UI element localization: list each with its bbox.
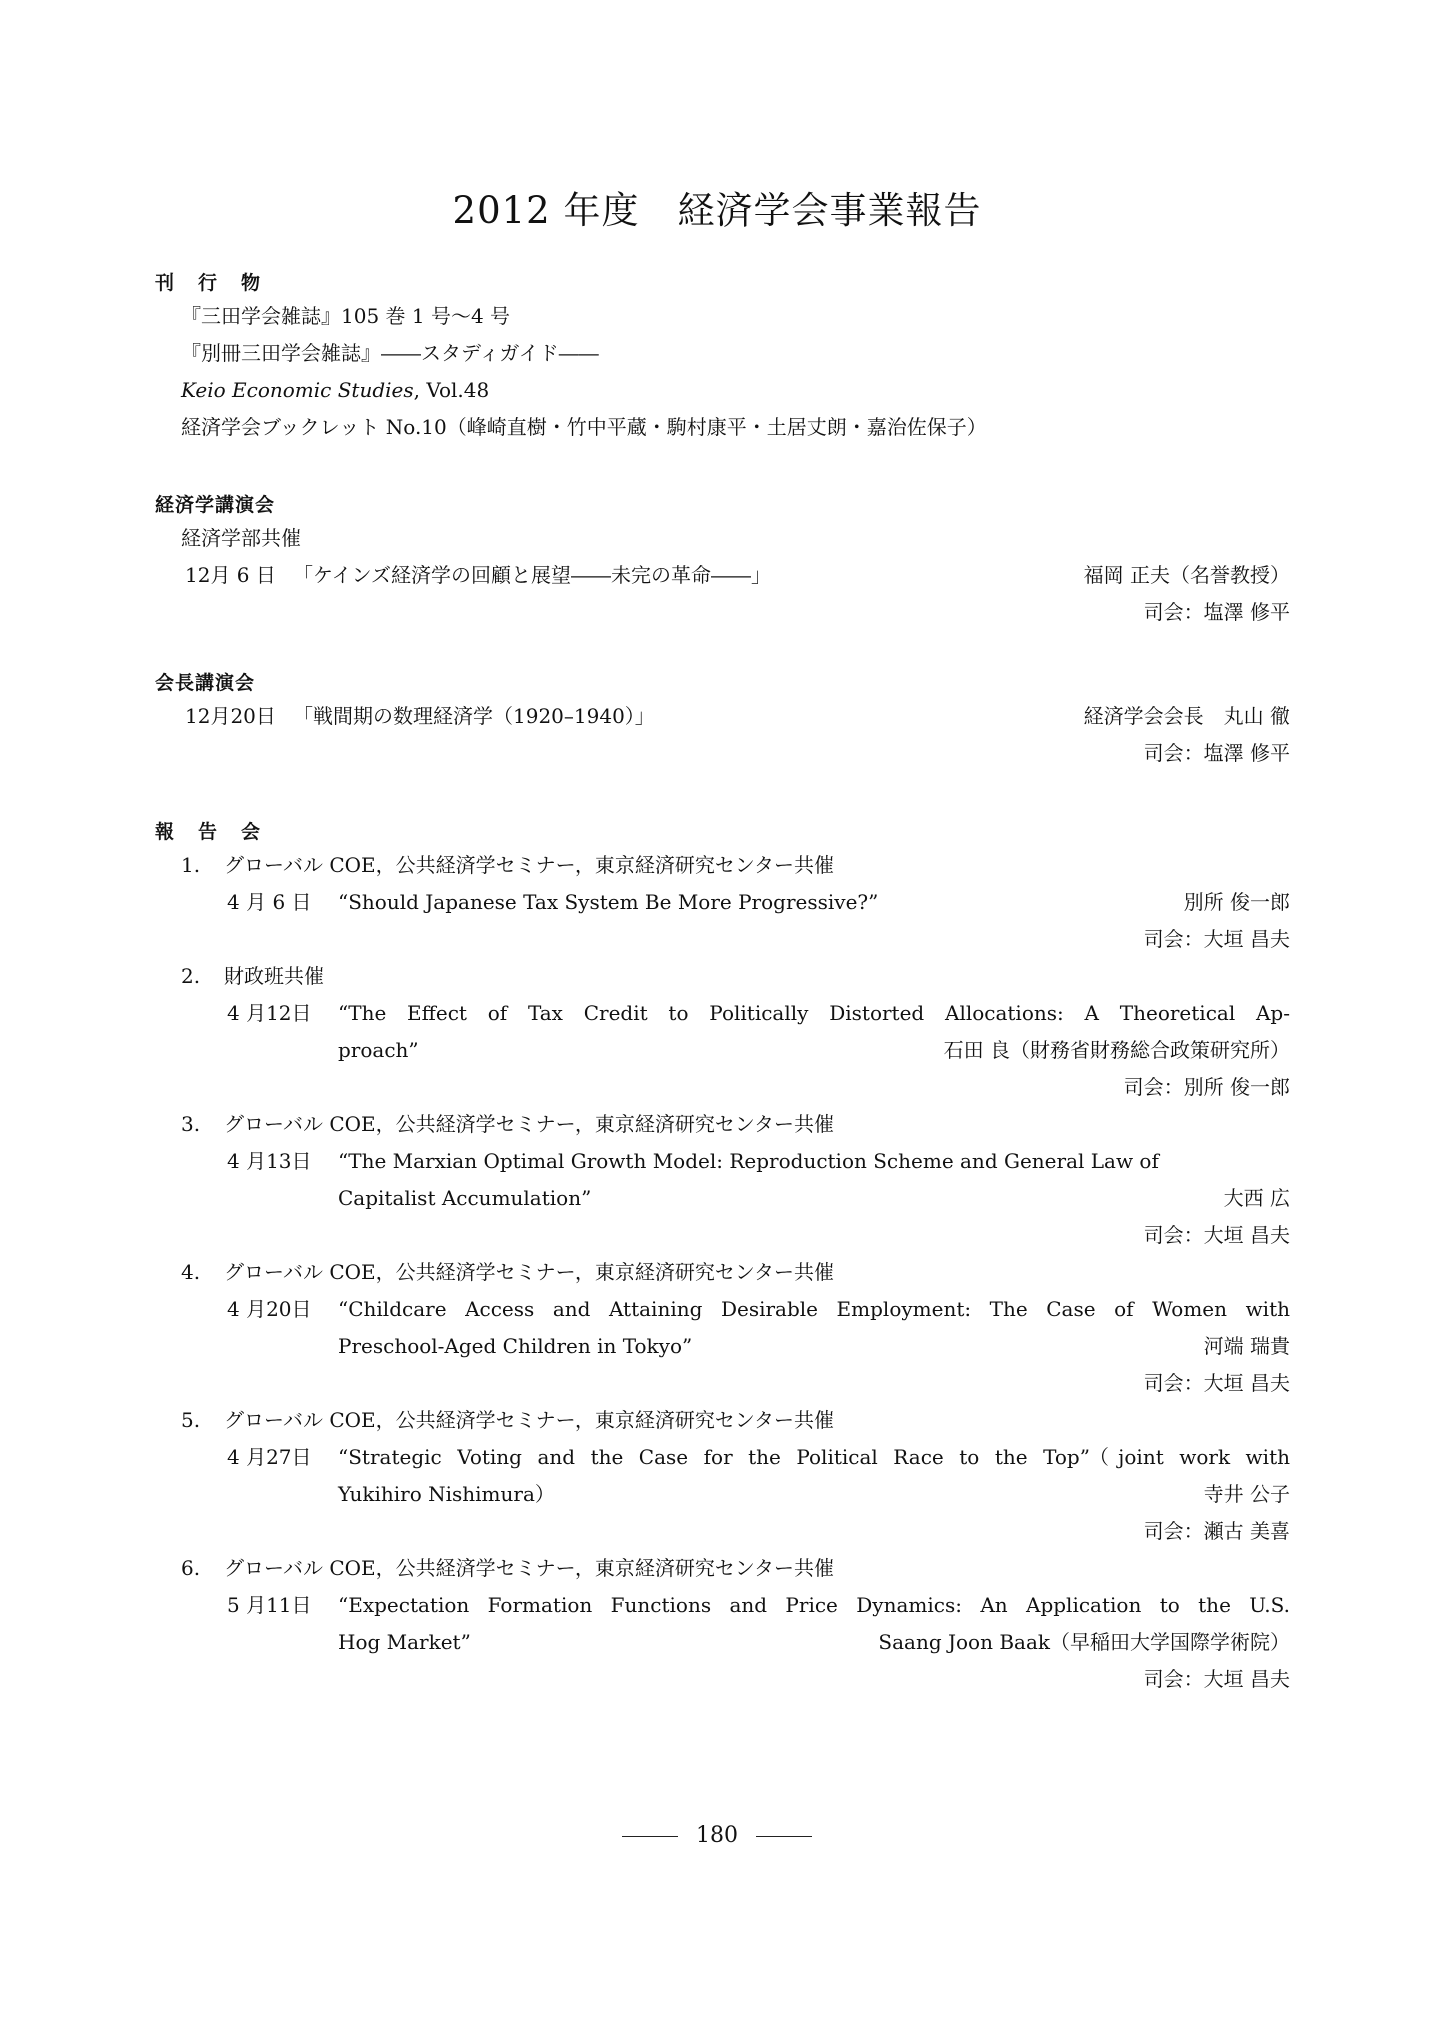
publication-item: 『三田学会雑誌』105 巻 1 号〜4 号 bbox=[181, 304, 511, 328]
report-organizer: グローバル COE，公共経済学セミナー，東京経済研究センター共催 bbox=[224, 1408, 835, 1432]
section-heading: 経済学講演会 bbox=[155, 494, 276, 516]
report-title: “Childcare Access and Attaining Desirable Employment: The Case of Women with bbox=[338, 1297, 1290, 1321]
footer-rule-right bbox=[756, 1836, 812, 1837]
lecture-speaker: 福岡 正夫（名誉教授） bbox=[1083, 563, 1290, 587]
report-moderator: 司会：大垣 昌夫 bbox=[1143, 1371, 1290, 1395]
report-organizer: グローバル COE，公共経済学セミナー，東京経済研究センター共催 bbox=[224, 1556, 835, 1580]
report-date: 4 月20日 bbox=[227, 1297, 312, 1321]
report-number: 1. bbox=[181, 853, 201, 877]
report-title-cont: proach” bbox=[338, 1038, 419, 1062]
report-title: “Should Japanese Tax System Be More Progressive?” bbox=[338, 890, 879, 914]
lecture-entry bbox=[155, 557, 1290, 594]
report-moderator: 司会：大垣 昌夫 bbox=[1143, 1667, 1290, 1691]
lecture-speaker: 経済学会会長 丸山 徹 bbox=[1083, 704, 1290, 728]
report-moderator: 司会：瀬古 美喜 bbox=[1143, 1519, 1290, 1543]
lecture-entry bbox=[155, 698, 1290, 735]
report-title-cont: Yukihiro Nishimura） bbox=[338, 1482, 555, 1506]
lecture-date: 12月20日 bbox=[185, 704, 276, 728]
section-heading: 会長講演会 bbox=[155, 672, 256, 694]
report-item bbox=[155, 847, 1290, 958]
report-date: 4 月13日 bbox=[227, 1149, 312, 1173]
reports-section bbox=[155, 817, 1290, 1698]
report-speaker: 石田 良（財務省財務総合政策研究所） bbox=[943, 1038, 1290, 1062]
lecture-moderator-row bbox=[155, 735, 1290, 772]
lecture-title: 「戦間期の数理経済学（1920–1940）」 bbox=[293, 704, 655, 728]
lecture-moderator: 司会：塩澤 修平 bbox=[1143, 741, 1290, 765]
report-item bbox=[155, 958, 1290, 1106]
report-organizer: 財政班共催 bbox=[224, 964, 324, 988]
report-speaker: 大西 広 bbox=[1223, 1186, 1290, 1210]
section-heading: 報告会 bbox=[155, 821, 285, 843]
lecture-moderator-row bbox=[155, 594, 1290, 631]
page-number: 180 bbox=[696, 1823, 738, 1848]
report-number: 2. bbox=[181, 964, 201, 988]
report-moderator: 司会：大垣 昌夫 bbox=[1143, 927, 1290, 951]
report-number: 4. bbox=[181, 1260, 201, 1284]
report-speaker: 寺井 公子 bbox=[1203, 1482, 1290, 1506]
report-item bbox=[155, 1402, 1290, 1550]
report-speaker: 別所 俊一郎 bbox=[1183, 890, 1290, 914]
report-speaker: Saang Joon Baak（早稲田大学国際学術院） bbox=[878, 1630, 1290, 1654]
page-title: 2012 年度 経済学会事業報告 bbox=[452, 189, 982, 232]
report-number: 3. bbox=[181, 1112, 201, 1136]
journal-volume: , Vol.48 bbox=[413, 378, 490, 402]
section-heading: 刊行物 bbox=[155, 272, 285, 294]
report-title-cont: Preschool-Aged Children in Tokyo” bbox=[338, 1334, 693, 1358]
report-organizer: グローバル COE，公共経済学セミナー，東京経済研究センター共催 bbox=[224, 1112, 835, 1136]
page-footer bbox=[0, 1823, 1434, 1848]
publications-section bbox=[155, 268, 1290, 446]
lecture-date: 12月 6 日 bbox=[185, 563, 276, 587]
footer-rule-left bbox=[622, 1836, 678, 1837]
publication-item bbox=[155, 372, 1290, 409]
cohost-label: 経済学部共催 bbox=[181, 526, 301, 550]
report-organizer: グローバル COE，公共経済学セミナー，東京経済研究センター共催 bbox=[224, 1260, 835, 1284]
report-title-cont: Capitalist Accumulation” bbox=[338, 1186, 592, 1210]
report-item bbox=[155, 1254, 1290, 1402]
report-organizer: グローバル COE，公共経済学セミナー，東京経済研究センター共催 bbox=[224, 853, 835, 877]
report-number: 6. bbox=[181, 1556, 201, 1580]
journal-name: Keio Economic Studies bbox=[181, 378, 414, 402]
report-title: “The Effect of Tax Credit to Politically Distorted Allocations: A Theoretical Ap- bbox=[338, 1001, 1290, 1025]
report-moderator: 司会：大垣 昌夫 bbox=[1143, 1223, 1290, 1247]
publication-item: 『別冊三田学会雑誌』――スタディガイド―― bbox=[181, 341, 599, 365]
report-date: 4 月27日 bbox=[227, 1445, 312, 1469]
report-item bbox=[155, 1106, 1290, 1254]
report-date: 4 月12日 bbox=[227, 1001, 312, 1025]
lecture-title: 「ケインズ経済学の回顧と展望――未完の革命――」 bbox=[293, 563, 771, 587]
report-title: “Expectation Formation Functions and Price Dynamics: An Application to the U.S. bbox=[338, 1593, 1290, 1617]
report-title: “The Marxian Optimal Growth Model: Reproduction Scheme and General Law of bbox=[338, 1149, 1159, 1173]
report-date: 5 月11日 bbox=[227, 1593, 312, 1617]
report-title: “Strategic Voting and the Case for the Political Race to the Top”（joint work with bbox=[338, 1445, 1290, 1469]
lecture-moderator: 司会：塩澤 修平 bbox=[1143, 600, 1290, 624]
lectures-section bbox=[155, 490, 1290, 631]
report-moderator: 司会：別所 俊一郎 bbox=[1123, 1075, 1290, 1099]
report-item bbox=[155, 1550, 1290, 1698]
report-title-cont: Hog Market” bbox=[338, 1630, 471, 1654]
report-speaker: 河端 瑞貴 bbox=[1203, 1334, 1290, 1358]
report-date: 4 月 6 日 bbox=[227, 890, 312, 914]
president-lecture-section bbox=[155, 668, 1290, 772]
report-number: 5. bbox=[181, 1408, 201, 1432]
publication-item: 経済学会ブックレット No.10（峰崎直樹・竹中平蔵・駒村康平・土居丈朗・嘉治佐保子） bbox=[181, 415, 987, 439]
